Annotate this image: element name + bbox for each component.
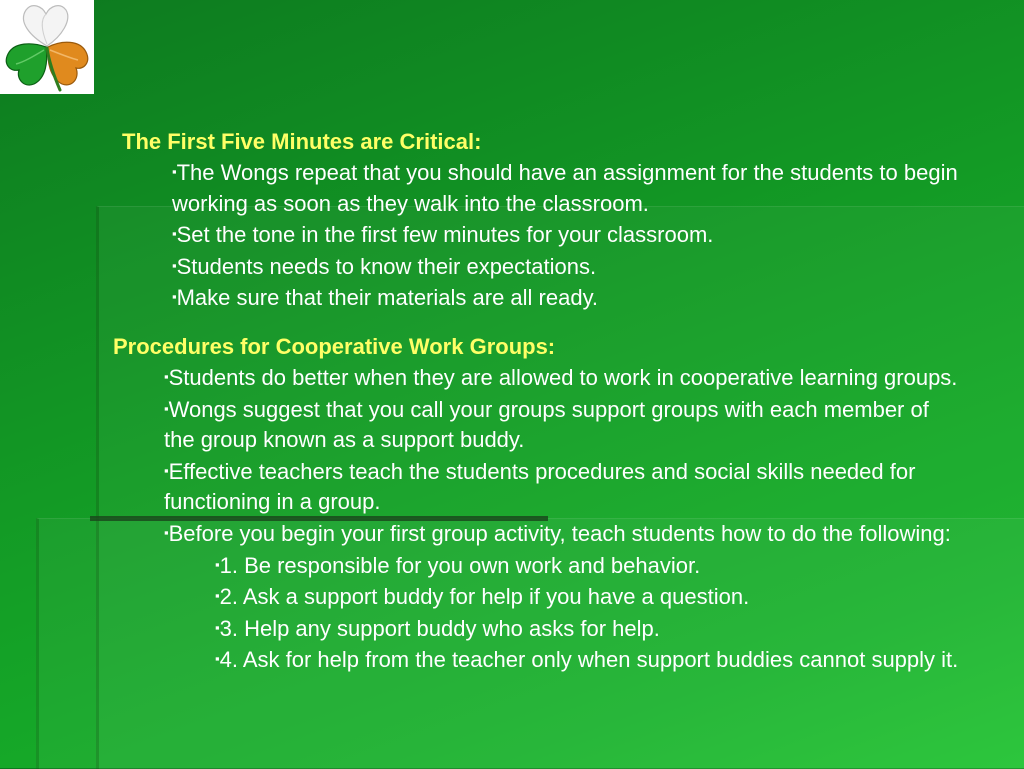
bullet-icon: ▪ <box>172 226 177 242</box>
bullet-item: ▪Effective teachers teach the students procedures and social skills needed for functioning in a group. <box>164 458 916 515</box>
shamrock-logo <box>0 0 94 94</box>
bullet-item: ▪Before you begin your first group activity, teach students how to do the following: <box>164 520 951 546</box>
bullet-item: ▪Wongs suggest that you call your groups support groups with each member of the group known as a support buddy. <box>164 396 929 453</box>
bullet-icon: ▪ <box>164 369 169 384</box>
section-heading-cooperative-groups: Procedures for Cooperative Work Groups: <box>113 334 556 359</box>
bullet-icon: ▪ <box>172 257 177 273</box>
section-first-five-minutes-list <box>172 157 972 314</box>
bullet-icon: ▪ <box>215 651 220 667</box>
bullet-icon: ▪ <box>172 289 177 305</box>
bullet-icon: ▪ <box>164 400 169 416</box>
bullet-item: ▪Students do better when they are allowed to work in cooperative learning groups. <box>164 365 958 390</box>
sub-item: ▪3. Help any support buddy who asks for help. <box>215 615 660 641</box>
sub-item: ▪1. Be responsible for you own work and behavior. <box>215 552 701 578</box>
bullet-icon: ▪ <box>215 588 220 604</box>
bullet-icon: ▪ <box>164 462 169 478</box>
section-cooperative-groups-list <box>164 362 964 676</box>
section-heading-first-five-minutes: The First Five Minutes are Critical: <box>122 129 482 154</box>
bullet-item: ▪Set the tone in the first few minutes for your classroom. <box>172 222 714 248</box>
shamrock-icon <box>0 0 94 94</box>
sub-item: ▪4. Ask for help from the teacher only when support buddies cannot supply it. <box>215 647 959 673</box>
sub-item: ▪2. Ask a support buddy for help if you have a question. <box>215 584 750 610</box>
bullet-icon: ▪ <box>172 164 177 179</box>
bullet-icon: ▪ <box>164 524 169 540</box>
bullet-item: ▪Make sure that their materials are all ready. <box>172 285 599 311</box>
bullet-icon: ▪ <box>215 619 220 635</box>
bullet-item: ▪The Wongs repeat that you should have an assignment for the students to begin working as soon as they walk into the classroom. <box>172 160 958 216</box>
bullet-icon: ▪ <box>215 556 220 572</box>
bullet-item: ▪Students needs to know their expectations. <box>172 253 597 279</box>
